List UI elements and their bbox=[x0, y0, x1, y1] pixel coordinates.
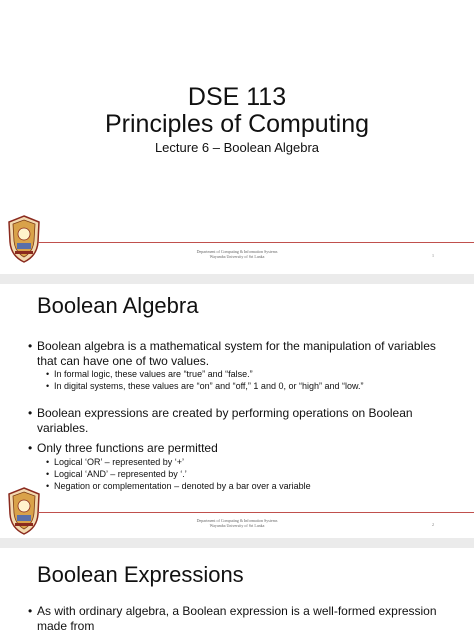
bullet-marker: • bbox=[46, 457, 50, 467]
slide-separator bbox=[0, 274, 474, 284]
lecture-subtitle: Lecture 6 – Boolean Algebra bbox=[154, 140, 320, 155]
sub-bullet-item bbox=[46, 480, 456, 492]
page-number: 2 bbox=[432, 522, 434, 527]
bullet-marker: • bbox=[46, 481, 50, 491]
bullet-marker: • bbox=[46, 381, 50, 391]
course-code: DSE 113 bbox=[187, 83, 287, 111]
bullet-marker: • bbox=[46, 369, 50, 379]
bullet-marker: • bbox=[28, 441, 33, 455]
bullet-item bbox=[28, 406, 458, 436]
bullet-marker: • bbox=[28, 339, 33, 353]
course-name: Principles of Computing bbox=[104, 110, 369, 138]
bullet-text: Only three functions are permitted bbox=[37, 441, 218, 455]
bullet-text: Boolean expressions are created by performing operations on Boolean variables. bbox=[37, 406, 413, 435]
bullet-item bbox=[28, 441, 458, 456]
sub-bullet-item bbox=[46, 368, 456, 380]
accent-line bbox=[38, 512, 474, 513]
footer-line-2: Wayamba University of Sri Lanka bbox=[209, 254, 265, 259]
sub-bullet-item bbox=[46, 456, 456, 468]
title-slide bbox=[0, 0, 474, 274]
bullet-marker: • bbox=[28, 406, 33, 420]
boolean-algebra-slide bbox=[0, 284, 474, 538]
sub-bullet-item bbox=[46, 380, 456, 392]
sub-bullet-item bbox=[46, 468, 456, 480]
sub-bullet-text: Logical ‘OR’ – represented by ‘+’ bbox=[54, 457, 184, 467]
slide-title: Boolean Algebra bbox=[37, 293, 199, 318]
footer-line-1: Department of Computing & Information Systems bbox=[196, 518, 278, 523]
sub-bullet-text: Negation or complementation – denoted by a bar over a variable bbox=[54, 481, 311, 491]
slide-title: Boolean Expressions bbox=[37, 562, 244, 587]
bullet-text: As with ordinary algebra, a Boolean expression is a well-formed expression made from bbox=[37, 604, 437, 632]
slide-separator bbox=[0, 538, 474, 548]
sub-bullet-text: In formal logic, these values are “true” and “false.” bbox=[54, 369, 253, 379]
bullet-marker: • bbox=[46, 469, 50, 479]
bullet-item bbox=[28, 604, 458, 632]
sub-bullet-text: Logical ‘AND’ – represented by ‘.’ bbox=[54, 469, 187, 479]
boolean-expressions-slide bbox=[0, 548, 474, 632]
bullet-marker: • bbox=[28, 604, 33, 618]
bullet-text: Boolean algebra is a mathematical system for the manipulation of variables that can have one of two values. bbox=[37, 339, 436, 368]
page-number: 1 bbox=[432, 253, 434, 258]
accent-line bbox=[38, 242, 474, 243]
footer-line-1: Department of Computing & Information Systems bbox=[196, 249, 278, 254]
footer-line-2: Wayamba University of Sri Lanka bbox=[209, 523, 265, 528]
bullet-item bbox=[28, 339, 458, 369]
sub-bullet-text: In digital systems, these values are “on” and “off,” 1 and 0, or “high” and “low.” bbox=[54, 381, 364, 391]
university-logo bbox=[5, 486, 43, 536]
